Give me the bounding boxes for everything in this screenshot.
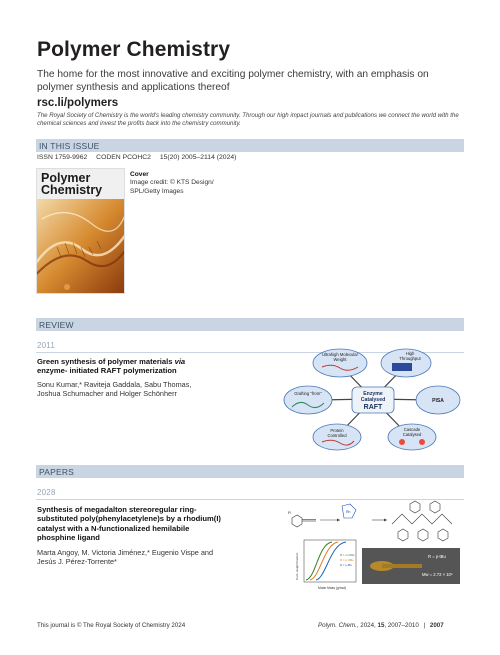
bubble-cascade (388, 424, 436, 450)
legend-entry: R = p-OMe (340, 558, 354, 562)
cover-label: Cover (130, 171, 149, 178)
journal-title: Polymer Chemistry (37, 38, 231, 61)
paper-graphical-abstract[interactable] (282, 500, 464, 605)
author-line: Jesús J. Pérez-Torrente* (37, 557, 117, 567)
cover-thumbnail[interactable] (36, 168, 125, 294)
author-line: Joshua Schumacher and Holger Schönherr (37, 389, 177, 399)
paper-page-number: 2028 (37, 488, 56, 497)
citation-separator: | (423, 622, 426, 629)
review-article-title[interactable] (37, 357, 272, 376)
bubble-protein (313, 424, 361, 450)
section-bar-in-this-issue (36, 139, 464, 152)
cover-caption (130, 171, 214, 196)
photo-label: Mw = 2.72 × 10⁶ (422, 572, 453, 577)
title-text: enzyme- initiated RAFT polymerization (37, 366, 177, 376)
bubble-label: Catalysed (402, 432, 422, 437)
bubble-grafting (284, 386, 332, 414)
bubble-label: Throughput (399, 356, 421, 361)
product-photo (362, 548, 460, 584)
plot-x-label: Molar Mass (g/mol) (318, 586, 347, 590)
author-line: Marta Angoy, M. Victoria Jiménez,* Eugenio Vispe and (37, 548, 214, 557)
title-text: substituted poly(phenylacetylene)s by a rhodium(I) (37, 514, 221, 524)
cover-credit-line: SPL/Getty Images (130, 187, 184, 195)
copyright-notice: This journal is © The Royal Society of Chemistry 2024 (37, 622, 186, 629)
bubble-label: Cascade (403, 427, 421, 432)
cover-title-line: Polymer (41, 171, 91, 185)
svg-text:Rh: Rh (346, 510, 351, 514)
issn: ISSN 1759-9962 (37, 154, 88, 161)
bubble-pisa (416, 386, 460, 414)
center-label: Catalysed (360, 397, 386, 403)
bubble-throughput (381, 349, 431, 377)
section-heading: PAPERS (39, 466, 75, 477)
author-line: Sonu Kumar,* Raviteja Gaddala, Sabu Thomas, (37, 380, 192, 389)
title-italic-text: via (174, 357, 186, 366)
molar-mass-plot (295, 540, 356, 590)
legend-entry: R = p-tBu (340, 563, 352, 567)
review-authors (37, 380, 272, 399)
bubble-label: Controlled (327, 433, 347, 438)
reaction-scheme (288, 501, 452, 541)
section-heading: IN THIS ISSUE (39, 140, 100, 151)
coden: CODEN PCOHC2 (96, 154, 151, 161)
center-label: Enzyme (363, 391, 383, 397)
bubble-label: Protein (330, 428, 344, 433)
volume-info: 15(20) 2005–2114 (2024) (159, 154, 237, 161)
citation-volume: 15 (377, 622, 385, 629)
cover-journal-name (41, 173, 102, 196)
issn-line (37, 154, 243, 161)
center-label: RAFT (363, 404, 383, 411)
citation-year: , 2024, (356, 622, 378, 629)
section-heading: REVIEW (39, 319, 74, 330)
citation-journal: Polym. Chem. (318, 622, 357, 629)
section-bar-papers (36, 465, 464, 478)
bubble-label: PISA (432, 398, 444, 404)
center-node (352, 387, 394, 413)
review-graphical-abstract[interactable] (282, 345, 464, 453)
citation-pages: , 2007–2010 (384, 622, 419, 629)
journal-tagline: The home for the most innovative and exciting polymer chemistry, with an emphasis on polymer synthesis and applications thereof (37, 69, 429, 93)
page-number: 2007 (429, 622, 444, 629)
journal-citation (318, 622, 444, 629)
cover-credit-line: Image credit: © KTS Design/ (130, 179, 214, 187)
bubble-label: Weight (333, 357, 347, 362)
section-bar-review (36, 318, 464, 331)
title-text: Green synthesis of polymer materials (37, 357, 175, 366)
title-text: catalyst with a N-functionalized hemilabile (37, 523, 190, 533)
title-text: Synthesis of megadalton stereoregular ring- (37, 505, 197, 514)
svg-text:R: R (288, 510, 291, 515)
title-text: phosphine ligand (37, 533, 100, 543)
bubble-ultrahigh (313, 349, 367, 377)
paper-authors (37, 548, 272, 567)
bubble-label: Ultrahigh Molecular (321, 352, 359, 357)
bubble-label: Grafting "from" (294, 391, 322, 396)
plot-y-label: Cum. weight fraction (295, 552, 299, 580)
cover-artwork (37, 199, 124, 293)
society-blurb: The Royal Society of Chemistry is the world's leading chemistry community. Through our high impact journals and publications we connect the world with the chemical sciences and invest the profits back into the chemistry community. (37, 112, 459, 128)
cover-title-line: Chemistry (41, 182, 103, 197)
legend-entry: R = m-OMe (340, 553, 355, 557)
journal-url-link[interactable]: rsc.li/polymers (37, 97, 119, 109)
paper-article-title[interactable] (37, 505, 272, 543)
photo-label: R = p-tBu (428, 554, 446, 559)
review-page-number: 2011 (37, 341, 56, 350)
bubble-label: High (405, 351, 415, 356)
